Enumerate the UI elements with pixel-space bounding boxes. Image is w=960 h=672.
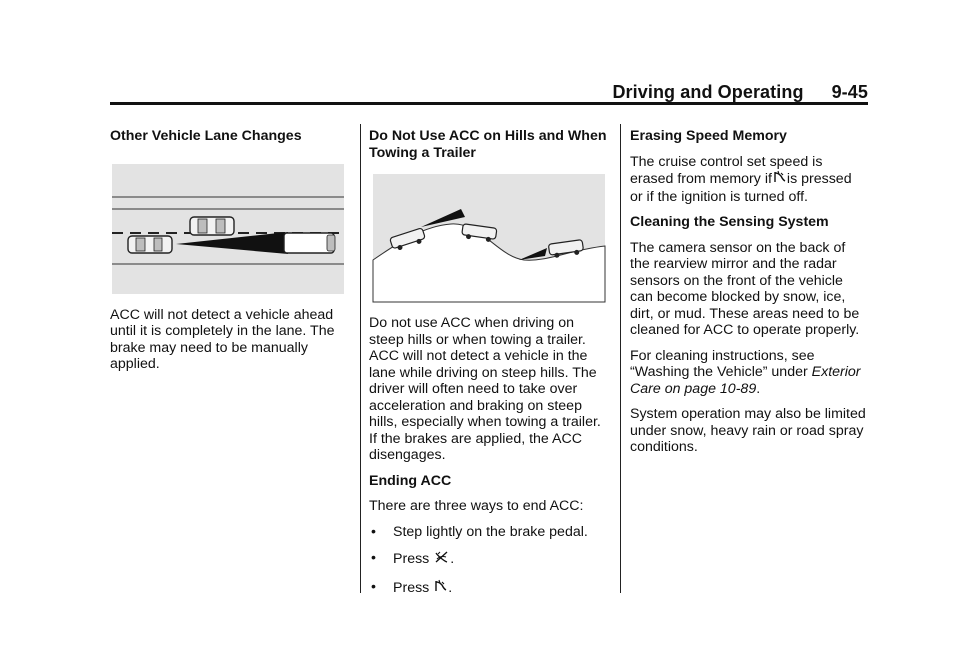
header-text (612, 82, 868, 103)
acc-onoff-icon (773, 170, 786, 189)
list-item (369, 579, 609, 598)
col2-paragraph: Do not use ACC when driving on steep hills or when towing a trailer. ACC will not detect a vehicle in the lane while driving on steep hills. The driver will often need to take over acceleration and braking on steep hills, especially when towing a trailer. If the brakes are applied, the ACC disengages. (369, 315, 601, 463)
bullet: • (371, 578, 376, 595)
heading-ending-acc: Ending ACC (369, 472, 452, 489)
erasing-text-b: is pressed or if the ignition is turned off. (630, 171, 852, 205)
cleaning-instructions-paragraph (630, 348, 866, 398)
erasing-text-a: The cruise control set speed is erased from memory if (630, 153, 823, 187)
header-rule (110, 102, 868, 105)
bullet-text: Step lightly on the brake pedal. (393, 523, 588, 540)
heading-other-vehicle-lane-changes: Other Vehicle Lane Changes (110, 128, 302, 144)
header-section: Driving and Operating (612, 82, 804, 102)
reference-period: . (756, 380, 761, 397)
lead-vehicle (284, 233, 335, 253)
hills-illustration (369, 170, 609, 306)
system-operation-paragraph: System operation may also be limited under snow, heavy rain or road spray conditions. (630, 406, 866, 455)
bullet: • (371, 523, 376, 540)
column-divider-1 (360, 124, 361, 593)
heading-cleaning-sensing-system: Cleaning the Sensing System (630, 214, 829, 230)
bullet-period: . (450, 551, 455, 567)
column-2 (369, 128, 609, 607)
erasing-paragraph (630, 154, 866, 206)
column-3 (630, 128, 866, 465)
lane-change-illustration (110, 154, 346, 298)
cleaning-paragraph: The camera sensor on the back of the rearview mirror and the radar sensors on the front of the vehicle can become blocked by snow, ice, dirt, or mud. These areas need to be cleaned for ACC to operate properly. (630, 239, 860, 338)
acc-cancel-icon (434, 550, 449, 569)
header-page-number: 9-45 (831, 82, 868, 102)
lane-changing-vehicle (190, 217, 234, 235)
heading-erasing-speed-memory: Erasing Speed Memory (630, 128, 787, 144)
column-1 (110, 128, 346, 382)
heading-do-not-use-acc: Do Not Use ACC on Hills and When Towing a Trailer (369, 128, 607, 161)
ending-intro: There are three ways to end ACC: (369, 498, 584, 514)
col1-paragraph: ACC will not detect a vehicle ahead until it is completely in the lane. The brake may need to be manually applied. (110, 306, 335, 372)
column-divider-2 (620, 124, 621, 593)
list-item (369, 524, 609, 541)
bullet-text: Press (393, 579, 430, 596)
follower-vehicle (128, 236, 172, 253)
exterior-care-reference: Exterior Care on page 10-89 (630, 364, 861, 397)
page-header (586, 82, 868, 104)
bullet: • (371, 550, 376, 566)
cleaning-instructions-text: For cleaning instructions, see “Washing the Vehicle” under (630, 347, 815, 380)
bullet-text: Press (393, 551, 430, 567)
bullet-period: . (448, 579, 453, 596)
ending-acc-list (369, 524, 609, 598)
acc-onoff-icon (434, 579, 447, 598)
list-item (369, 550, 609, 569)
